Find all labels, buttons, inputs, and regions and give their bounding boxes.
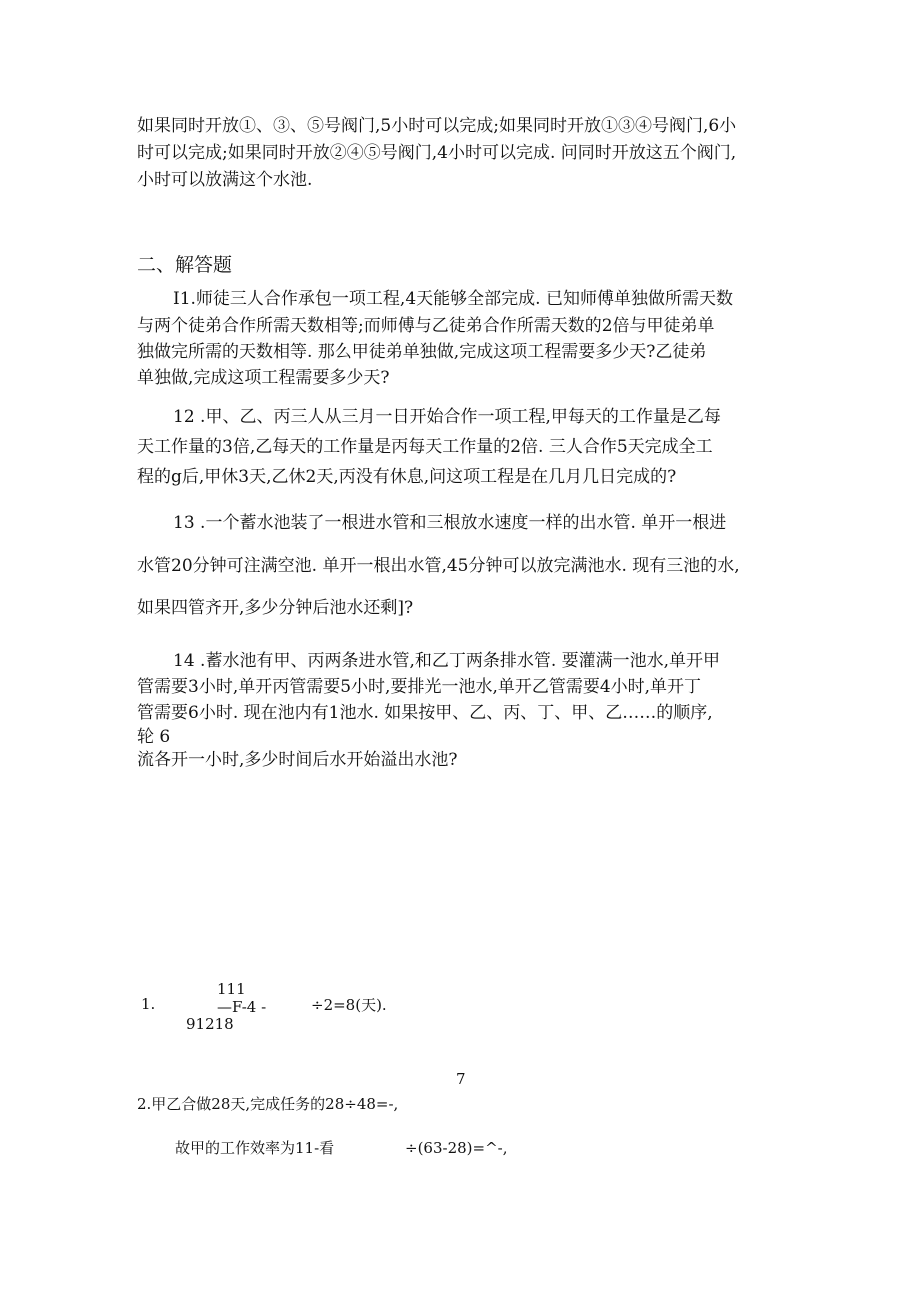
q14-line-4: 轮 6	[137, 727, 171, 747]
q13-line-1: 13 .一个蓄水池装了一根进水管和三根放水速度一样的出水管. 单开一根进	[173, 513, 727, 533]
intro-line-3: 小时可以放满这个水池.	[137, 170, 313, 190]
q11-line-3: 独做完所需的天数相等. 那么甲徒弟单独做,完成这项工程需要多少天?乙徒弟	[137, 342, 707, 362]
answer1-numerators: 111	[217, 980, 246, 998]
q11-line-1: I1.师徒三人合作承包一项工程,4天能够全部完成. 已知师傅单独做所需天数	[173, 289, 733, 309]
q14-line-1: 14 .蓄水池有甲、丙两条进水管,和乙丁两条排水管. 要灌满一池水,单开甲	[173, 651, 721, 671]
answer2-line-1: 2.甲乙合做28天,完成任务的28÷48=-,	[137, 1095, 399, 1113]
intro-line-2: 时可以完成;如果同时开放②④⑤号阀门,4小时可以完成. 问同时开放这五个阀门,	[137, 143, 737, 163]
answer2-line-2-right: ÷(63-28)=^-,	[405, 1139, 508, 1157]
q12-line-2: 天工作量的3倍,乙每天的工作量是丙每天工作量的2倍. 三人合作5天完成全工	[137, 437, 713, 457]
q14-line-5: 流各开一小时,多少时间后水开始溢出水池?	[137, 750, 458, 770]
answer2-superscript: 7	[456, 1070, 466, 1088]
answer1-denominators: 91218	[186, 1015, 234, 1033]
q14-line-3: 管需要6小时. 现在池内有1池水. 如果按甲、乙、丙、丁、甲、乙……的顺序,	[137, 703, 713, 723]
q14-line-2: 管需要3小时,单开丙管需要5小时,要排光一池水,单开乙管需要4小时,单开丁	[137, 677, 702, 697]
answer2-line-2-left: 故甲的工作效率为11-看	[175, 1139, 335, 1157]
answer1-result: ÷2=8(天).	[311, 996, 387, 1014]
answer1-number: 1.	[141, 995, 156, 1013]
q13-line-3: 如果四管齐开,多少分钟后池水还剩]?	[137, 598, 414, 618]
q13-line-2: 水管20分钟可注满空池. 单开一根出水管,45分钟可以放完满池水. 现有三池的水,	[137, 556, 740, 576]
q12-line-3: 程的g后,甲休3天,乙休2天,丙没有休息,问这项工程是在几月几日完成的?	[137, 467, 677, 487]
answer1-fraction-bars: —F-4 -	[217, 998, 267, 1016]
intro-line-1: 如果同时开放①、③、⑤号阀门,5小时可以完成;如果同时开放①③④号阀门,6小	[137, 116, 737, 136]
q12-line-1: 12 .甲、乙、丙三人从三月一日开始合作一项工程,甲每天的工作量是乙每	[173, 407, 721, 427]
section-heading: 二、解答题	[137, 254, 233, 276]
q11-line-4: 单独做,完成这项工程需要多少天?	[137, 368, 390, 388]
q11-line-2: 与两个徒弟合作所需天数相等;而师傅与乙徒弟合作所需天数的2倍与甲徒弟单	[137, 316, 715, 336]
